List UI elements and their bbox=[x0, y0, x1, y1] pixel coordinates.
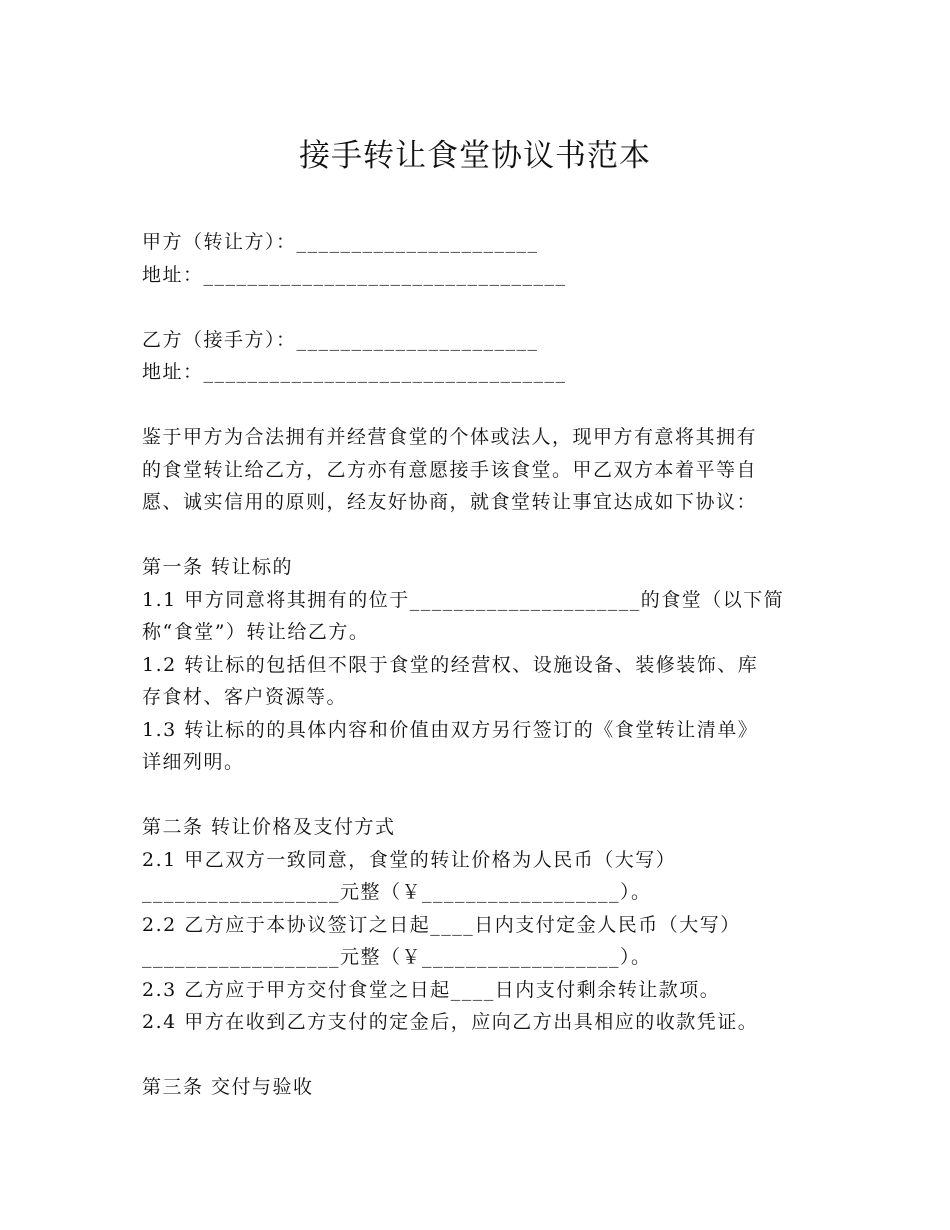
document-title: 接手转让食堂协议书范本 bbox=[299, 138, 651, 174]
article1-line: 1.1 甲方同意将其拥有的位于_____________________的食堂（以下简 bbox=[142, 589, 785, 611]
article1-line: 称“食堂”）转让给乙方。 bbox=[142, 621, 370, 643]
party-b-name-line: 乙方（接手方）：______________________ bbox=[142, 329, 539, 351]
party-a-name-line: 甲方（转让方）：______________________ bbox=[142, 231, 539, 253]
article1-line: 存食材、客户资源等。 bbox=[142, 686, 348, 708]
article2-line: 2.4 甲方在收到乙方支付的定金后，应向乙方出具相应的收款凭证。 bbox=[142, 1011, 759, 1033]
preamble-line: 的食堂转让给乙方，乙方亦有意愿接手该食堂。甲乙双方本着平等自 bbox=[142, 459, 758, 481]
article1-line: 详细列明。 bbox=[142, 751, 245, 773]
article2-line: 2.3 乙方应于甲方交付食堂之日起____日内支付剩余转让款项。 bbox=[142, 979, 721, 1001]
article3-heading: 第三条 交付与验收 bbox=[142, 1076, 314, 1098]
preamble-line: 愿、诚实信用的原则，经友好协商，就食堂转让事宜达成如下协议： bbox=[142, 491, 758, 513]
article2-line: 2.1 甲乙双方一致同意，食堂的转让价格为人民币（大写） bbox=[142, 849, 677, 871]
party-b-address-line: 地址：_________________________________ bbox=[142, 361, 567, 383]
party-a-address-line: 地址：_________________________________ bbox=[142, 264, 567, 286]
article2-line: 2.2 乙方应于本协议签订之日起____日内支付定金人民币（大写） bbox=[142, 914, 741, 936]
article2-heading: 第二条 转让价格及支付方式 bbox=[142, 816, 396, 838]
article2-line: __________________元整（￥__________________）。 bbox=[142, 881, 652, 903]
article2-line: __________________元整（￥__________________）。 bbox=[142, 946, 652, 968]
preamble-line: 鉴于甲方为合法拥有并经营食堂的个体或法人，现甲方有意将其拥有 bbox=[142, 426, 758, 448]
article1-heading: 第一条 转让标的 bbox=[142, 556, 294, 578]
article1-line: 1.2 转让标的包括但不限于食堂的经营权、设施设备、装修装饰、库 bbox=[142, 654, 759, 676]
article1-line: 1.3 转让标的的具体内容和价值由双方另行签订的《食堂转让清单》 bbox=[142, 719, 759, 741]
